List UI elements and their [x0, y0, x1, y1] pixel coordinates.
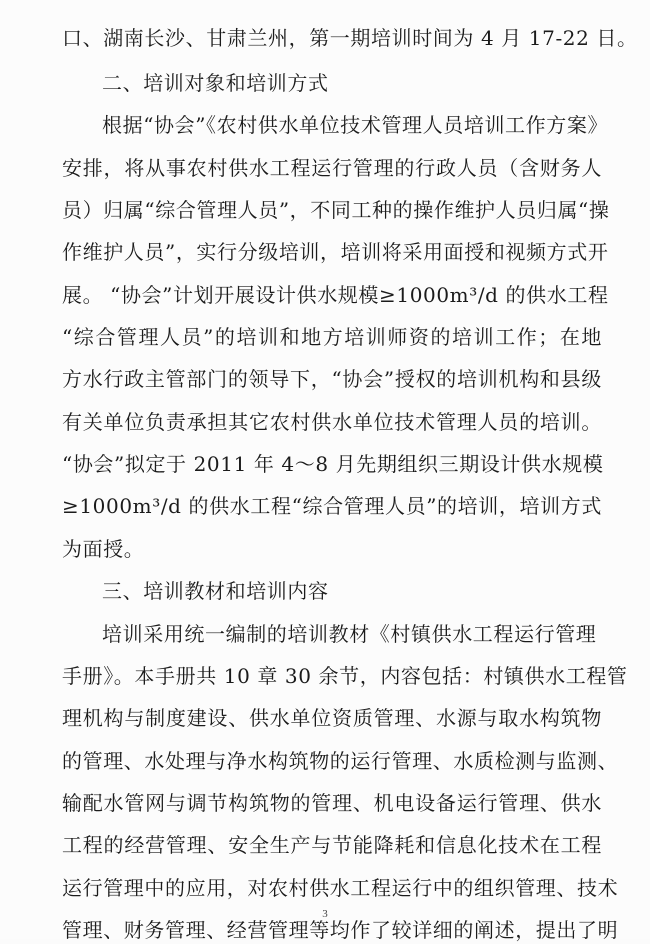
- text-line-1: 口、湖南长沙、甘肃兰州，第一期培训时间为 4 月 17-22 日。: [62, 26, 638, 50]
- text-line-12: ≥1000m³/d 的供水工程“综合管理人员”的培训，培训方式: [62, 494, 602, 518]
- text-line-15: 培训采用统一编制的培训教材《村镇供水工程运行管理: [102, 622, 597, 646]
- text-line-8: “综合管理人员”的培训和地方培训师资的培训工作；在地: [62, 325, 602, 349]
- text-line-19: 输配水管网与调节构筑物的管理、机电设备运行管理、供水: [62, 791, 602, 815]
- text-line-6: 作维护人员”，实行分级培训，培训将采用面授和视频方式开: [62, 240, 609, 264]
- text-line-10: 有关单位负责承担其它农村供水单位技术管理人员的培训。: [62, 410, 602, 434]
- section-heading-3: 三、培训教材和培训内容: [102, 579, 329, 603]
- text-line-20: 工程的经营管理、安全生产与节能降耗和信息化技术在工程: [62, 833, 602, 857]
- text-line-5: 员）归属“综合管理人员”，不同工种的操作维护人员归属“操: [62, 198, 610, 222]
- page-number: 3: [322, 908, 328, 920]
- text-line-17: 理机构与制度建设、供水单位资质管理、水源与取水构筑物: [62, 706, 602, 730]
- text-line-9: 方水行政主管部门的领导下，“协会”授权的培训机构和县级: [62, 367, 602, 391]
- text-line-16: 手册》。本手册共 10 章 30 余节，内容包括：村镇供水工程管: [62, 664, 628, 688]
- text-line-11: “协会”拟定于 2011 年 4～8 月先期组织三期设计供水规模: [62, 452, 604, 476]
- text-line-21: 运行管理中的应用，对农村供水工程运行中的组织管理、技术: [62, 876, 619, 900]
- text-line-22: 管理、财务管理、经营管理等均作了较详细的阐述，提出了明: [62, 918, 619, 942]
- text-line-7: 展。 “协会”计划开展设计供水规模≥1000m³/d 的供水工程: [62, 283, 609, 307]
- text-line-18: 的管理、水处理与净水构筑物的运行管理、水质检测与监测、: [62, 749, 619, 773]
- text-line-3: 根据“协会”《农村供水单位技术管理人员培训工作方案》: [102, 113, 609, 137]
- section-heading-2: 二、培训对象和培训方式: [102, 71, 329, 95]
- text-line-13: 为面授。: [62, 537, 145, 561]
- text-line-4: 安排，将从事农村供水工程运行管理的行政人员（含财务人: [62, 156, 602, 180]
